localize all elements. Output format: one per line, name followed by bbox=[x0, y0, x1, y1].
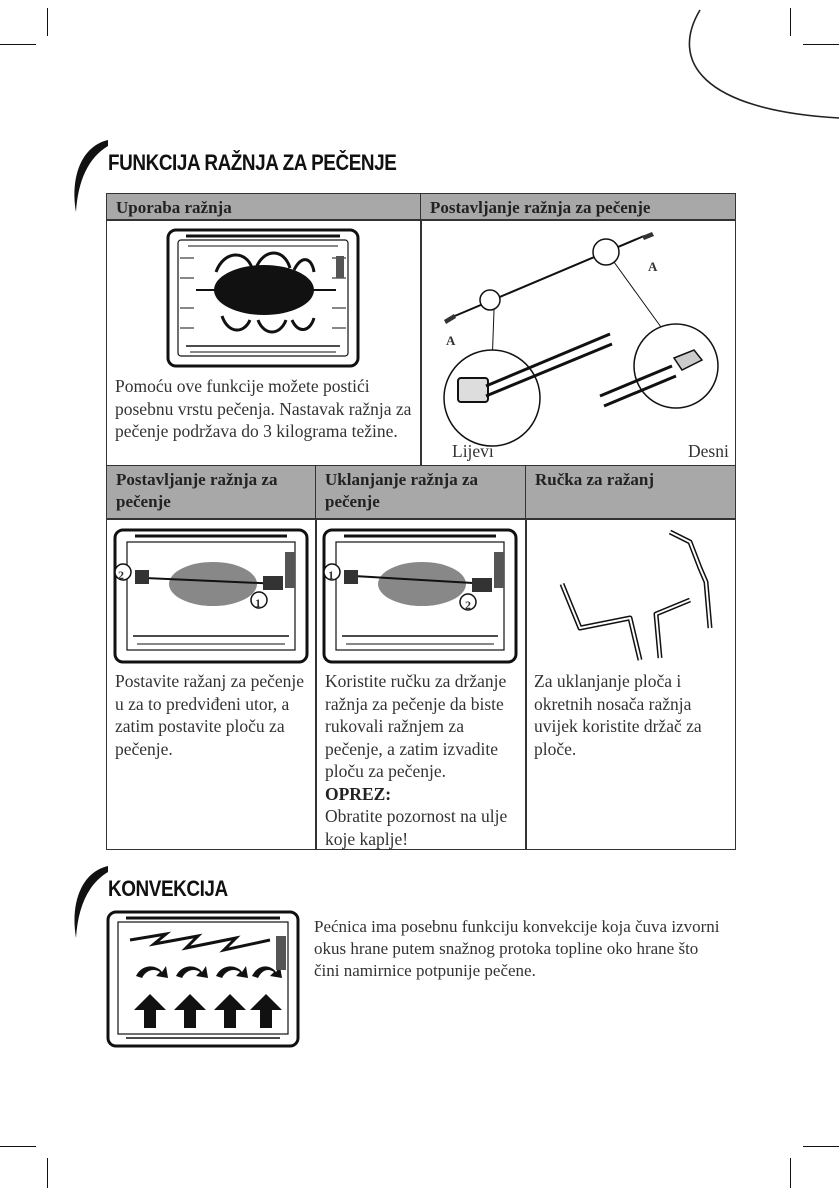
step-label: 2 bbox=[118, 568, 124, 582]
oven-remove-spit-illustration bbox=[322, 528, 518, 664]
crop-mark bbox=[790, 1158, 791, 1188]
section-title-convection: KONVEKCIJA bbox=[108, 876, 228, 901]
label-desni: Desni bbox=[688, 441, 729, 461]
label-a-right: A bbox=[648, 259, 658, 274]
label-a-left: A bbox=[446, 333, 456, 348]
header-uporaba-raznja: Uporaba ražnja bbox=[106, 193, 422, 221]
header-postavljanje-raznja: Postavljanje ražnja za pečenje bbox=[420, 193, 736, 221]
page-tab-arc bbox=[0, 0, 839, 140]
crop-mark bbox=[47, 1158, 48, 1188]
text-col1: Postavite ražanj za pečenje u za to predviđeni utor, a zatim postavite ploču za pečenje. bbox=[115, 671, 304, 759]
text-col3: Za uklanjanje ploča i okretnih nosača ražnja uvijek koristite držač za ploče. bbox=[534, 671, 702, 759]
warning-title: OPREZ: bbox=[325, 783, 392, 804]
oven-rotisserie-illustration bbox=[166, 228, 360, 368]
header-col3: Ručka za ražanj bbox=[525, 465, 736, 520]
spit-handle-illustration bbox=[540, 528, 720, 668]
col2-text-block bbox=[325, 670, 520, 850]
oven-insert-spit-illustration bbox=[113, 528, 309, 664]
crop-mark bbox=[0, 1146, 36, 1147]
oven-convection-illustration bbox=[106, 910, 300, 1048]
header-col2: Uklanjanje ražnja za pečenje bbox=[315, 465, 527, 520]
label-lijevi: Lijevi bbox=[452, 441, 494, 461]
step-label: 1 bbox=[255, 596, 261, 610]
section-title-rotisserie: FUNKCIJA RAŽNJA ZA PEČENJE bbox=[108, 150, 397, 175]
text-uporaba: Pomoću ove funkcije možete postići posebnu vrstu pečenja. Nastavak ražnja za pečenje podržava do 3 kilograma težine. bbox=[115, 376, 412, 441]
text-col2: Koristite ručku za držanje ražnja za pečenje da biste rukovali ražnjem za pečenje, a zatim izvadite ploču za pečenje. bbox=[325, 671, 507, 781]
spit-assembly-diagram bbox=[430, 226, 730, 436]
step-label: 1 bbox=[328, 568, 334, 582]
header-col1: Postavljanje ražnja za pečenje bbox=[106, 465, 317, 520]
text-convection: Pećnica ima posebnu funkciju konvekcije koja čuva izvorni okus hrane putem snažnog protoka topline oko hrane što čini namirnice potpunije pečene. bbox=[314, 917, 720, 980]
crop-mark bbox=[803, 1146, 839, 1147]
warning-text: Obratite pozornost na ulje koje kaplje! bbox=[325, 806, 508, 849]
step-label: 2 bbox=[465, 598, 471, 612]
